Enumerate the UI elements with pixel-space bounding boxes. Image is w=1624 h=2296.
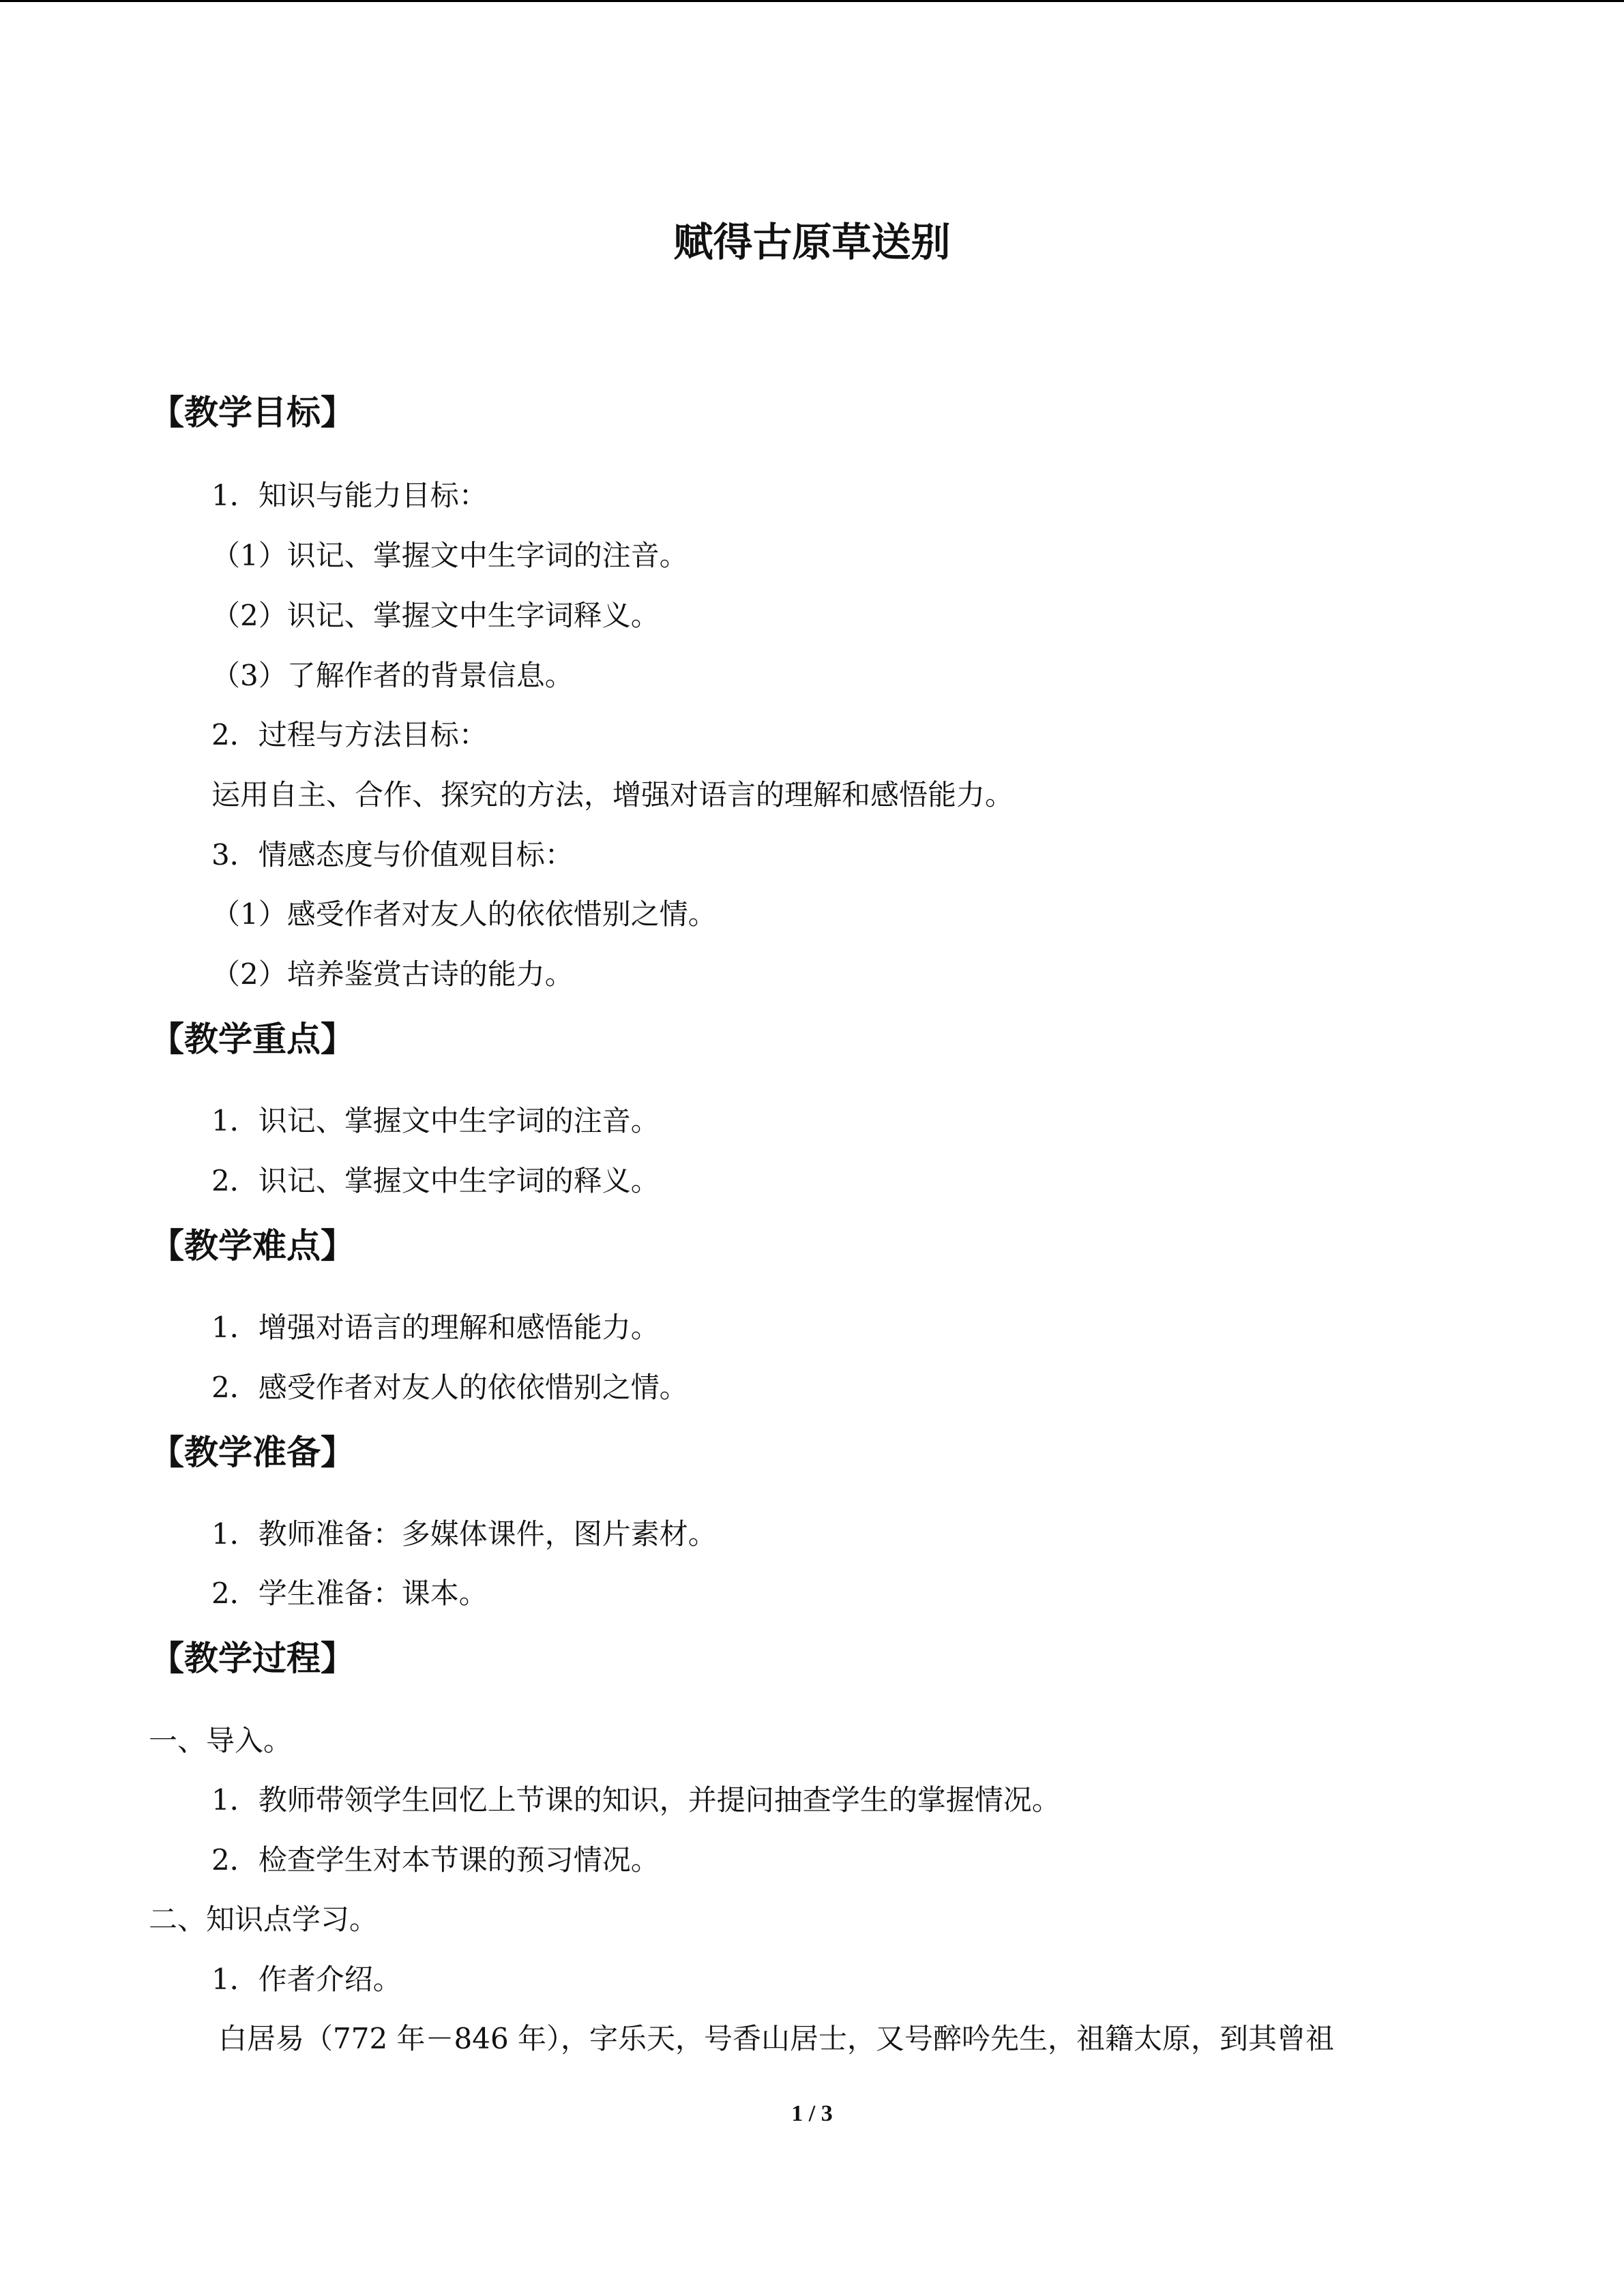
document-title: 赋得古原草送别 <box>673 219 951 265</box>
section-heading-process: 【教学过程】 <box>150 1639 355 1678</box>
process-line: 1．作者介绍。 <box>211 1963 402 1996</box>
objectives-line: 1．知识与能力目标： <box>211 479 488 512</box>
objectives-line: 2．过程与方法目标： <box>211 718 488 751</box>
section-heading-objectives: 【教学目标】 <box>150 393 355 432</box>
process-line: 2．检查学生对本节课的预习情况。 <box>211 1843 660 1877</box>
key-points-line: 1．识记、掌握文中生字词的注音。 <box>211 1104 660 1137</box>
section-heading-key-points: 【教学重点】 <box>150 1019 355 1059</box>
process-line: 1．教师带领学生回忆上节课的知识，并提问抽查学生的掌握情况。 <box>211 1783 1061 1817</box>
difficulties-line: 1．增强对语言的理解和感悟能力。 <box>211 1311 660 1344</box>
objectives-line: 3．情感态度与价值观目标： <box>211 838 574 871</box>
preparation-line: 1．教师准备：多媒体课件，图片素材。 <box>211 1517 717 1551</box>
section-heading-difficulties: 【教学难点】 <box>150 1226 355 1266</box>
process-line: 一、导入。 <box>149 1724 293 1757</box>
top-border-line <box>0 0 1624 2</box>
objectives-line: （1）感受作者对友人的依依惜别之情。 <box>211 897 717 931</box>
process-line: 白居易（772 年－846 年），字乐天，号香山居士，又号醉吟先生，祖籍太原，到其曾祖 <box>218 2022 1335 2055</box>
key-points-line: 2．识记、掌握文中生字词的释义。 <box>211 1164 660 1197</box>
objectives-line: （2）识记、掌握文中生字词释义。 <box>211 599 660 632</box>
objectives-line: （1）识记、掌握文中生字词的注音。 <box>211 539 688 572</box>
section-heading-preparation: 【教学准备】 <box>150 1433 355 1472</box>
page-number: 1 / 3 <box>791 2101 833 2126</box>
difficulties-line: 2．感受作者对友人的依依惜别之情。 <box>211 1371 688 1404</box>
objectives-line: （2）培养鉴赏古诗的能力。 <box>211 957 574 991</box>
preparation-line: 2．学生准备：课本。 <box>211 1577 488 1610</box>
objectives-line: （3）了解作者的背景信息。 <box>211 659 574 692</box>
process-line: 二、知识点学习。 <box>149 1903 379 1936</box>
objectives-line: 运用自主、合作、探究的方法，增强对语言的理解和感悟能力。 <box>211 778 1014 811</box>
